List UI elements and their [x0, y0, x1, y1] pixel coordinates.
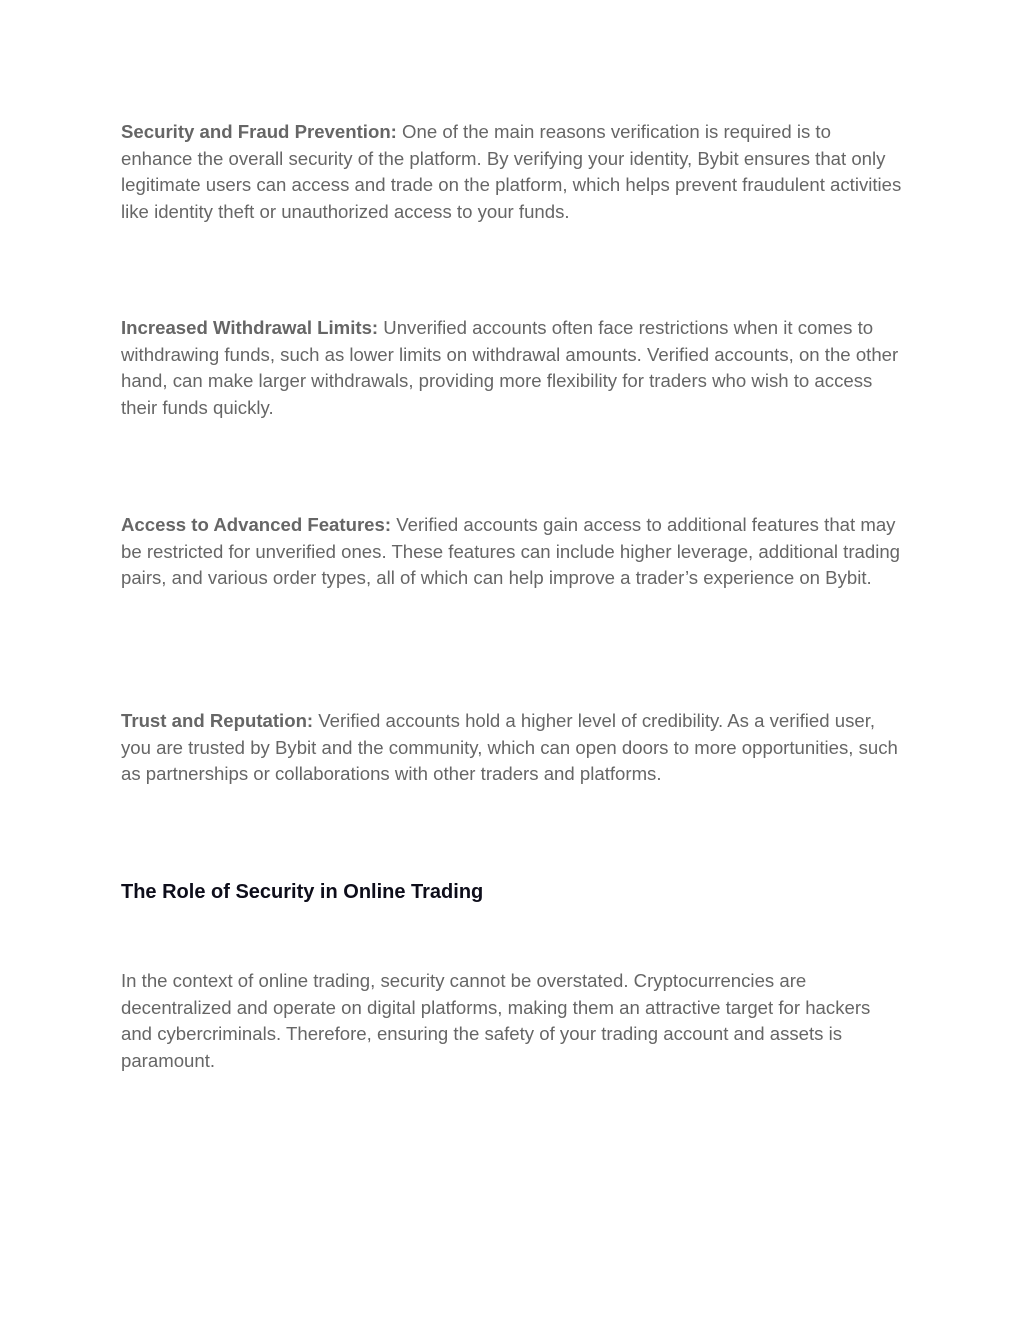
paragraph-text: Verified accounts hold a higher level of credibility. As a verified user, you are trusted by Bybit and the community, which can open doors to more opportunities, such as partnerships or collaborations with other traders and platforms. [121, 710, 898, 785]
paragraph-text: One of the main reasons verification is required is to enhance the overall security of the platform. By verifying your identity, Bybit ensures that only legitimate users can access and trade on the platform, which helps prevent fraudulent activities like identity theft or unauthorized access to your funds. [121, 121, 902, 222]
section-body-paragraph: In the context of online trading, security cannot be overstated. Cryptocurrencies are decentralized and operate on digital platforms, making them an attractive target for hackers and cybercriminals. Therefore, ensuring the safety of your trading account and assets is paramount. [121, 970, 871, 1071]
paragraph-text: Unverified accounts often face restrictions when it comes to withdrawing funds, such as lower limits on withdrawal amounts. Verified accounts, on the other hand, can make larger withdrawals, providing more flexibility for traders who wish to access their funds quickly. [121, 317, 899, 418]
paragraph-lead: Increased Withdrawal Limits: [121, 317, 379, 338]
paragraph-lead: Trust and Reputation: [121, 710, 314, 731]
paragraph-access-advanced-features [121, 512, 906, 592]
paragraph-lead: Security and Fraud Prevention: [121, 121, 397, 142]
paragraph-trust-reputation [121, 708, 906, 788]
paragraph-lead: Access to Advanced Features: [121, 514, 392, 535]
paragraph-text: Verified accounts gain access to additional features that may be restricted for unverified ones. These features can include higher leverage, additional trading pairs, and various order types, all of which can help improve a trader’s experience on Bybit. [121, 514, 901, 589]
section-heading: The Role of Security in Online Trading [121, 881, 484, 903]
paragraph-security-fraud-prevention [121, 119, 906, 225]
paragraph-increased-withdrawal-limits [121, 315, 906, 421]
